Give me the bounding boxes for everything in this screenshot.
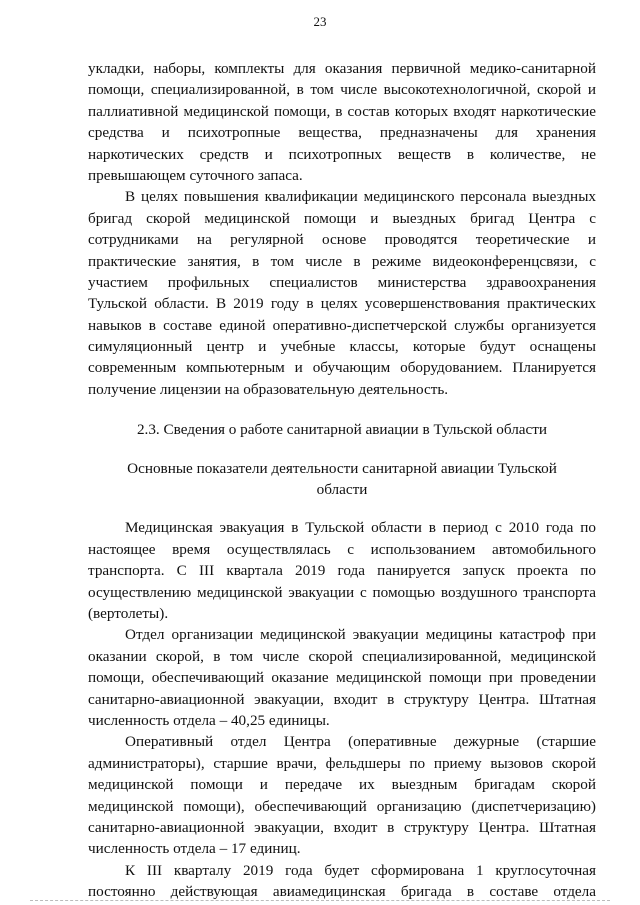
text-line: численность отдела – 17 единиц. [88, 840, 301, 858]
text-line: паллиативной медицинской помощи, в состав которых входят наркотические [88, 102, 596, 120]
text-line: медицинской помощи), обеспечивающий организацию (диспетчеризацию) [88, 797, 596, 815]
text-line: численность отдела – 40,25 единицы. [88, 711, 330, 729]
document-body [88, 58, 596, 903]
paragraph-6 [88, 860, 596, 903]
text-line: Отдел организации медицинской эвакуации медицины катастроф при [125, 626, 596, 644]
text-line: помощи, специализированной, в том числе высокотехнологичной, скорой и [88, 81, 596, 99]
text-line: оказании скорой, в том числе скорой специализированной, медицинской [88, 647, 596, 665]
text-line: осуществлению медицинской эвакуации с помощью воздушного транспорта [88, 583, 596, 601]
text-line: Медицинская эвакуация в Тульской области в период с 2010 года по [125, 519, 596, 537]
paragraph-1 [88, 58, 596, 186]
text-line: участием профильных специалистов министерства здравоохранения [88, 273, 596, 291]
text-line: укладки, наборы, комплекты для оказания первичной медико-санитарной [88, 60, 596, 77]
text-line: санитарно-авиационной эвакуации, входит в структуру Центра. Штатная [88, 818, 596, 836]
text-line: навыков в составе единой оперативно-диспетчерской службы организуется [88, 316, 596, 334]
paragraph-3 [88, 517, 596, 624]
text-line: помощи, обеспечивающий оказание медицинской помощи при проведении [88, 669, 596, 687]
paragraph-2 [88, 186, 596, 400]
text-line: средства и психотропные вещества, предназначены для хранения [88, 124, 596, 142]
text-line: настоящее время осуществлялась с использованием автомобильного [88, 540, 596, 558]
text-line: (вертолеты). [88, 605, 169, 623]
text-line: транспорта. С III квартала 2019 года панируется запуск проекта по [88, 562, 596, 580]
text-line: Оперативный отдел Центра (оперативные дежурные (старшие [125, 733, 596, 751]
page-number: 23 [313, 14, 327, 29]
text-line: превышающем суточного запаса. [88, 166, 303, 184]
text-line: современным компьютерным и обучающим оборудованием. Планируется [88, 359, 596, 377]
text-line: К III кварталу 2019 года будет сформирована 1 круглосуточная [125, 861, 596, 879]
text-line: сотрудниками на регулярной основе проводятся теоретические и [88, 231, 596, 249]
text-line: медицинской помощи и передаче их выездным бригадам скорой [88, 776, 596, 794]
text-line: практические занятия, в том числе в режиме видеоконференцсвязи, с [88, 252, 596, 270]
text-line: бригад скорой медицинской помощи и выездных бригад Центра с [88, 209, 596, 227]
text-line: санитарно-авиационной эвакуации, входит в структуру Центра. Штатная [88, 690, 596, 708]
text-line: симуляционный центр и учебные классы, которые будут оснащены [88, 338, 596, 356]
paragraph-4 [88, 624, 596, 731]
subheading-line: Основные показатели деятельности санитарной авиации Тульской [127, 459, 557, 477]
scan-edge-artifact [30, 900, 610, 901]
text-line: получение лицензии на образовательную деятельность. [88, 380, 449, 398]
text-line: Тульской области. В 2019 году в целях усовершенствования практических [88, 295, 596, 313]
subheading-line: области [316, 481, 368, 499]
text-line: В целях повышения квалификации медицинского персонала выездных [125, 188, 596, 206]
text-line: постоянно действующая авиамедицинская бригада в составе отдела [88, 883, 596, 901]
text-line: администраторы), старшие врачи, фельдшеры по приему вызовов скорой [88, 754, 596, 772]
section-heading: 2.3. Сведения о работе санитарной авиации в Тульской области [136, 421, 548, 439]
text-line: наркотических средств и психотропных веществ в количестве, не [88, 145, 596, 163]
subheading [88, 458, 596, 501]
paragraph-5 [88, 731, 596, 859]
